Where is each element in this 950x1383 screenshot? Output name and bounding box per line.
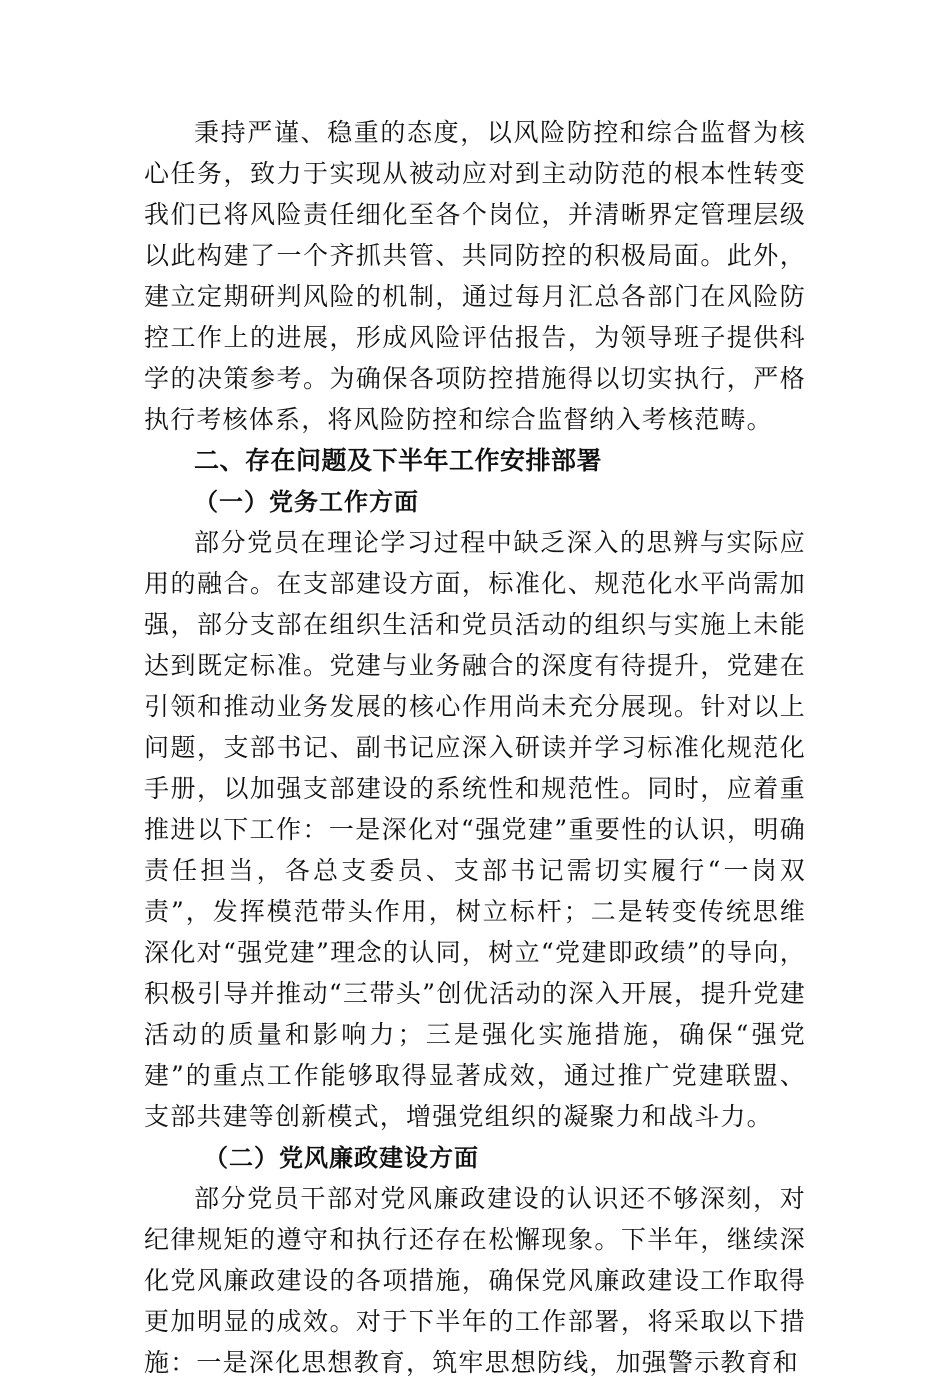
section-heading-problems-and-plans: 二、存在问题及下半年工作安排部署: [194, 446, 603, 475]
document-body: [144, 112, 806, 1383]
paragraph-party-affairs: 部分党员在理论学习过程中缺乏深入的思辨与实际应用的融合。在支部建设方面，标准化、规范化水平尚需加强，部分支部在组织生活和党员活动的组织与实施上未能达到既定标准。党建与业务融合的深度有待提升，党建在引领和推动业务发展的核心作用尚未充分展现。针对以上问题，支部书记、副书记应深入研读并学习标准化规范化手册，以加强支部建设的系统性和规范性。同时，应着重推进以下工作：一是深化对“强党建”重要性的认识，明确责任担当，各总支委员、支部书记需切实履行“一岗双责”，发挥模范带头作用，树立标杆；二是转变传统思维深化对“强党建”理念的认同，树立“党建即政绩”的导向，积极引导并推动“三带头”创优活动的深入开展，提升党建活动的质量和影响力；三是强化实施措施，确保“强党建”的重点工作能够取得显著成效，通过推广党建联盟、支部共建等创新模式，增强党组织的凝聚力和战斗力。: [144, 528, 806, 1131]
paragraph-risk-control: 秉持严谨、稳重的态度，以风险防控和综合监督为核心任务，致力于实现从被动应对到主动防范的根本性转变我们已将风险责任细化至各个岗位，并清晰界定管理层级以此构建了一个齐抓共管、共同防控的积极局面。此外，建立定期研判风险的机制，通过每月汇总各部门在风险防控工作上的进展，形成风险评估报告，为领导班子提供科学的决策参考。为确保各项防控措施得以切实执行，严格执行考核体系，将风险防控和综合监督纳入考核范畴。: [144, 118, 806, 434]
subsection-heading-integrity: （二）党风廉政建设方面: [204, 1143, 479, 1172]
subsection-heading-party-affairs: （一）党务工作方面: [194, 487, 419, 516]
paragraph-integrity: 部分党员干部对党风廉政建设的认识还不够深刻，对纪律规矩的遵守和执行还存在松懈现象。下半年，继续深化党风廉政建设的各项措施，确保党风廉政建设工作取得更加明显的成效。对于下半年的工作部署，将采取以下措施：一是深化思想教育，筑牢思想防线，加强警示教育和: [144, 1184, 806, 1377]
